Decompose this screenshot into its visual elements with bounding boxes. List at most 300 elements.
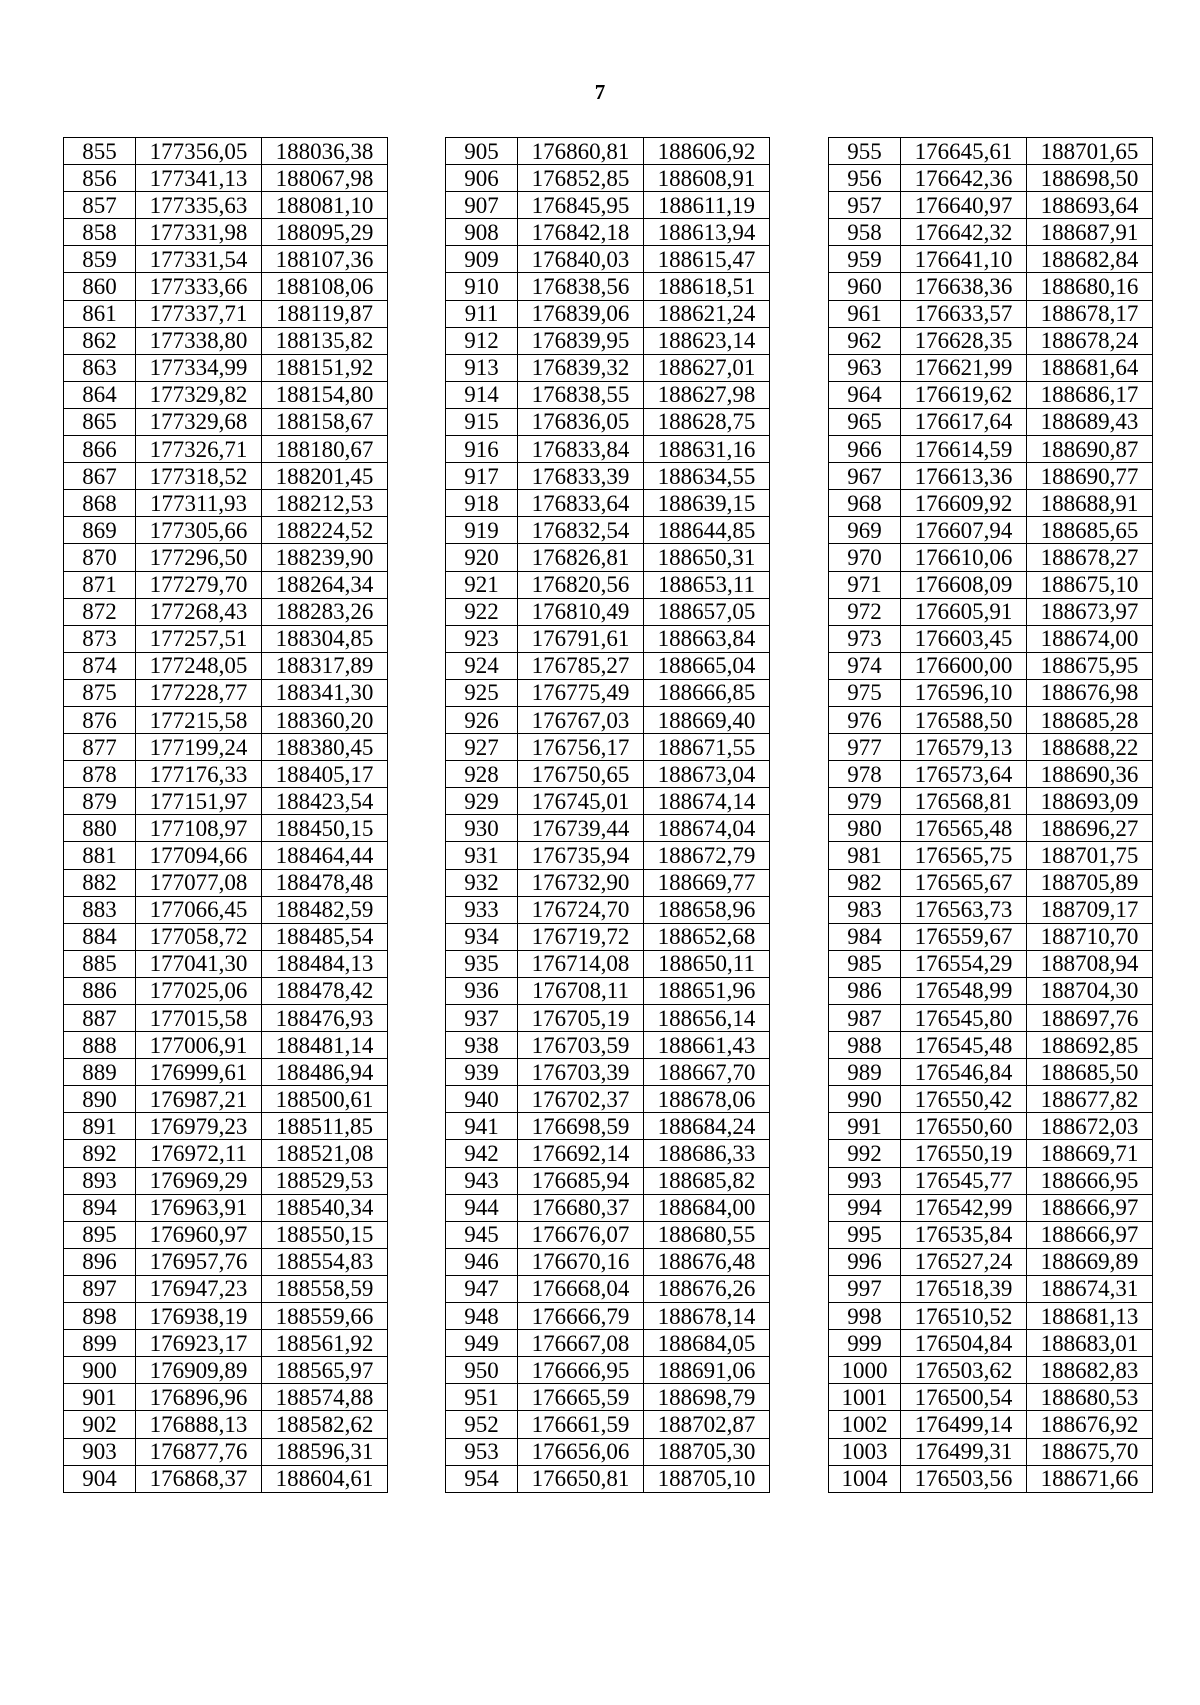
table-row [446,1140,770,1167]
table-row [829,408,1153,435]
x-coordinate-cell: 176838,56 [518,273,644,300]
y-coordinate-cell: 188673,04 [644,761,770,788]
point-number-cell: 1004 [829,1465,901,1492]
x-coordinate-cell: 176745,01 [518,788,644,815]
point-number-cell: 889 [64,1059,136,1086]
point-number-cell: 943 [446,1167,518,1194]
x-coordinate-cell: 177066,45 [136,896,262,923]
y-coordinate-cell: 188511,85 [262,1113,388,1140]
y-coordinate-cell: 188682,84 [1027,246,1153,273]
x-coordinate-cell: 177311,93 [136,490,262,517]
point-number-cell: 926 [446,706,518,733]
point-number-cell: 978 [829,761,901,788]
point-number-cell: 939 [446,1059,518,1086]
x-coordinate-cell: 176826,81 [518,544,644,571]
y-coordinate-cell: 188675,70 [1027,1438,1153,1465]
y-coordinate-cell: 188688,22 [1027,734,1153,761]
table-row [829,1465,1153,1492]
x-coordinate-cell: 176545,80 [901,1005,1027,1032]
table-row [64,300,388,327]
point-number-cell: 999 [829,1330,901,1357]
x-coordinate-cell: 176842,18 [518,219,644,246]
y-coordinate-cell: 188687,91 [1027,219,1153,246]
table-row [829,815,1153,842]
y-coordinate-cell: 188678,17 [1027,300,1153,327]
y-coordinate-cell: 188478,48 [262,869,388,896]
y-coordinate-cell: 188341,30 [262,679,388,706]
y-coordinate-cell: 188691,06 [644,1357,770,1384]
table-row [64,1275,388,1302]
x-coordinate-cell: 176838,55 [518,381,644,408]
table-row [829,138,1153,165]
y-coordinate-cell: 188669,40 [644,706,770,733]
x-coordinate-cell: 176750,65 [518,761,644,788]
y-coordinate-cell: 188686,17 [1027,381,1153,408]
x-coordinate-cell: 176665,59 [518,1384,644,1411]
y-coordinate-cell: 188698,79 [644,1384,770,1411]
y-coordinate-cell: 188676,48 [644,1248,770,1275]
point-number-cell: 919 [446,517,518,544]
point-number-cell: 957 [829,192,901,219]
x-coordinate-cell: 177077,08 [136,869,262,896]
table-row [446,1357,770,1384]
x-coordinate-cell: 176499,31 [901,1438,1027,1465]
x-coordinate-cell: 176947,23 [136,1275,262,1302]
x-coordinate-cell: 176499,14 [901,1411,1027,1438]
x-coordinate-cell: 176705,19 [518,1005,644,1032]
x-coordinate-cell: 177326,71 [136,436,262,463]
y-coordinate-cell: 188681,64 [1027,354,1153,381]
point-number-cell: 858 [64,219,136,246]
point-number-cell: 860 [64,273,136,300]
x-coordinate-cell: 176923,17 [136,1330,262,1357]
table-row [64,923,388,950]
table-row [64,354,388,381]
y-coordinate-cell: 188550,15 [262,1221,388,1248]
point-number-cell: 897 [64,1275,136,1302]
table-row [829,761,1153,788]
table-row [446,1465,770,1492]
table-row [446,246,770,273]
y-coordinate-cell: 188565,97 [262,1357,388,1384]
point-number-cell: 870 [64,544,136,571]
point-number-cell: 874 [64,652,136,679]
x-coordinate-cell: 176957,76 [136,1248,262,1275]
y-coordinate-cell: 188596,31 [262,1438,388,1465]
table-row [64,273,388,300]
point-number-cell: 956 [829,165,901,192]
point-number-cell: 959 [829,246,901,273]
y-coordinate-cell: 188701,65 [1027,138,1153,165]
point-number-cell: 895 [64,1221,136,1248]
point-number-cell: 949 [446,1330,518,1357]
y-coordinate-cell: 188561,92 [262,1330,388,1357]
point-number-cell: 905 [446,138,518,165]
x-coordinate-cell: 176732,90 [518,869,644,896]
table-row [446,544,770,571]
y-coordinate-cell: 188107,36 [262,246,388,273]
x-coordinate-cell: 176702,37 [518,1086,644,1113]
x-coordinate-cell: 176661,59 [518,1411,644,1438]
point-number-cell: 947 [446,1275,518,1302]
y-coordinate-cell: 188618,51 [644,273,770,300]
y-coordinate-cell: 188673,97 [1027,598,1153,625]
y-coordinate-cell: 188680,55 [644,1221,770,1248]
y-coordinate-cell: 188666,95 [1027,1167,1153,1194]
table-row [446,300,770,327]
point-number-cell: 954 [446,1465,518,1492]
x-coordinate-cell: 176832,54 [518,517,644,544]
x-coordinate-cell: 176546,84 [901,1059,1027,1086]
x-coordinate-cell: 176565,67 [901,869,1027,896]
point-number-cell: 931 [446,842,518,869]
table-row [446,165,770,192]
y-coordinate-cell: 188656,14 [644,1005,770,1032]
table-row [446,761,770,788]
point-number-cell: 909 [446,246,518,273]
x-coordinate-cell: 177248,05 [136,652,262,679]
x-coordinate-cell: 176535,84 [901,1221,1027,1248]
y-coordinate-cell: 188119,87 [262,300,388,327]
table-row [829,1113,1153,1140]
point-number-cell: 965 [829,408,901,435]
y-coordinate-cell: 188650,31 [644,544,770,571]
x-coordinate-cell: 176767,03 [518,706,644,733]
y-coordinate-cell: 188650,11 [644,950,770,977]
table-row [446,679,770,706]
point-number-cell: 951 [446,1384,518,1411]
point-number-cell: 892 [64,1140,136,1167]
table-row [446,1411,770,1438]
x-coordinate-cell: 176656,06 [518,1438,644,1465]
y-coordinate-cell: 188304,85 [262,625,388,652]
point-number-cell: 924 [446,652,518,679]
y-coordinate-cell: 188554,83 [262,1248,388,1275]
table-row [829,1330,1153,1357]
table-row [446,138,770,165]
x-coordinate-cell: 176852,85 [518,165,644,192]
point-number-cell: 908 [446,219,518,246]
x-coordinate-cell: 176638,36 [901,273,1027,300]
x-coordinate-cell: 176987,21 [136,1086,262,1113]
point-number-cell: 916 [446,436,518,463]
table-row [64,734,388,761]
y-coordinate-cell: 188661,43 [644,1032,770,1059]
point-number-cell: 915 [446,408,518,435]
table-row [64,1465,388,1492]
y-coordinate-cell: 188675,95 [1027,652,1153,679]
x-coordinate-cell: 177108,97 [136,815,262,842]
y-coordinate-cell: 188482,59 [262,896,388,923]
table-row [446,273,770,300]
table-row [446,815,770,842]
x-coordinate-cell: 176668,04 [518,1275,644,1302]
point-number-cell: 991 [829,1113,901,1140]
table-row [64,652,388,679]
y-coordinate-cell: 188678,24 [1027,327,1153,354]
x-coordinate-cell: 176785,27 [518,652,644,679]
y-coordinate-cell: 188685,65 [1027,517,1153,544]
table-row [829,1303,1153,1330]
table-row [829,192,1153,219]
table-row [64,1113,388,1140]
x-coordinate-cell: 176608,09 [901,571,1027,598]
x-coordinate-cell: 176667,08 [518,1330,644,1357]
x-coordinate-cell: 176605,91 [901,598,1027,625]
x-coordinate-cell: 176833,84 [518,436,644,463]
x-coordinate-cell: 176617,64 [901,408,1027,435]
point-number-cell: 869 [64,517,136,544]
point-number-cell: 857 [64,192,136,219]
x-coordinate-cell: 176628,35 [901,327,1027,354]
table-row [446,1248,770,1275]
point-number-cell: 992 [829,1140,901,1167]
table-row [446,192,770,219]
y-coordinate-cell: 188651,96 [644,977,770,1004]
table-row [829,1438,1153,1465]
point-number-cell: 983 [829,896,901,923]
table-row [829,706,1153,733]
table-row [446,219,770,246]
point-number-cell: 995 [829,1221,901,1248]
table-row [446,869,770,896]
x-coordinate-cell: 176504,84 [901,1330,1027,1357]
x-coordinate-cell: 177338,80 [136,327,262,354]
point-number-cell: 890 [64,1086,136,1113]
y-coordinate-cell: 188627,01 [644,354,770,381]
table-row [829,1059,1153,1086]
point-number-cell: 862 [64,327,136,354]
point-number-cell: 896 [64,1248,136,1275]
y-coordinate-cell: 188212,53 [262,490,388,517]
table-row [446,1005,770,1032]
point-number-cell: 884 [64,923,136,950]
table-row [829,436,1153,463]
y-coordinate-cell: 188693,64 [1027,192,1153,219]
x-coordinate-cell: 176775,49 [518,679,644,706]
table-row [446,977,770,1004]
point-number-cell: 882 [64,869,136,896]
table-row [446,1086,770,1113]
y-coordinate-cell: 188676,98 [1027,679,1153,706]
point-number-cell: 966 [829,436,901,463]
table-row [829,381,1153,408]
x-coordinate-cell: 176969,29 [136,1167,262,1194]
y-coordinate-cell: 188684,00 [644,1194,770,1221]
y-coordinate-cell: 188665,04 [644,652,770,679]
x-coordinate-cell: 176698,59 [518,1113,644,1140]
point-number-cell: 935 [446,950,518,977]
x-coordinate-cell: 176972,11 [136,1140,262,1167]
y-coordinate-cell: 188678,14 [644,1303,770,1330]
y-coordinate-cell: 188682,83 [1027,1357,1153,1384]
point-number-cell: 902 [64,1411,136,1438]
x-coordinate-cell: 177334,99 [136,354,262,381]
table-row [446,706,770,733]
x-coordinate-cell: 176999,61 [136,1059,262,1086]
y-coordinate-cell: 188476,93 [262,1005,388,1032]
point-number-cell: 898 [64,1303,136,1330]
point-number-cell: 990 [829,1086,901,1113]
y-coordinate-cell: 188701,75 [1027,842,1153,869]
y-coordinate-cell: 188675,10 [1027,571,1153,598]
y-coordinate-cell: 188201,45 [262,463,388,490]
table-row [829,354,1153,381]
x-coordinate-cell: 176563,73 [901,896,1027,923]
point-number-cell: 958 [829,219,901,246]
x-coordinate-cell: 176579,13 [901,734,1027,761]
table-row [446,652,770,679]
coordinates-table-3 [828,137,1153,1493]
y-coordinate-cell: 188634,55 [644,463,770,490]
point-number-cell: 923 [446,625,518,652]
point-number-cell: 901 [64,1384,136,1411]
table-row [829,896,1153,923]
point-number-cell: 868 [64,490,136,517]
point-number-cell: 994 [829,1194,901,1221]
point-number-cell: 964 [829,381,901,408]
point-number-cell: 855 [64,138,136,165]
y-coordinate-cell: 188690,77 [1027,463,1153,490]
point-number-cell: 883 [64,896,136,923]
table-row [64,1086,388,1113]
table-row [64,1005,388,1032]
table-row [829,327,1153,354]
y-coordinate-cell: 188478,42 [262,977,388,1004]
point-number-cell: 913 [446,354,518,381]
y-coordinate-cell: 188709,17 [1027,896,1153,923]
y-coordinate-cell: 188680,53 [1027,1384,1153,1411]
point-number-cell: 1001 [829,1384,901,1411]
point-number-cell: 976 [829,706,901,733]
x-coordinate-cell: 177268,43 [136,598,262,625]
table-row [446,1384,770,1411]
table-row [64,490,388,517]
table-row [829,1357,1153,1384]
table-row [829,950,1153,977]
x-coordinate-cell: 177341,13 [136,165,262,192]
x-coordinate-cell: 176877,76 [136,1438,262,1465]
table-row [446,625,770,652]
y-coordinate-cell: 188666,97 [1027,1194,1153,1221]
y-coordinate-cell: 188666,97 [1027,1221,1153,1248]
point-number-cell: 891 [64,1113,136,1140]
table-row [829,246,1153,273]
x-coordinate-cell: 176550,19 [901,1140,1027,1167]
point-number-cell: 986 [829,977,901,1004]
point-number-cell: 984 [829,923,901,950]
y-coordinate-cell: 188666,85 [644,679,770,706]
point-number-cell: 962 [829,327,901,354]
point-number-cell: 979 [829,788,901,815]
x-coordinate-cell: 176708,11 [518,977,644,1004]
y-coordinate-cell: 188500,61 [262,1086,388,1113]
x-coordinate-cell: 176510,52 [901,1303,1027,1330]
x-coordinate-cell: 176909,89 [136,1357,262,1384]
table-row [64,1438,388,1465]
table-row [829,544,1153,571]
y-coordinate-cell: 188678,27 [1027,544,1153,571]
coordinates-table-2 [445,137,770,1493]
point-number-cell: 877 [64,734,136,761]
x-coordinate-cell: 177305,66 [136,517,262,544]
table-row [829,977,1153,1004]
table-row [64,165,388,192]
x-coordinate-cell: 176888,13 [136,1411,262,1438]
x-coordinate-cell: 176692,14 [518,1140,644,1167]
point-number-cell: 936 [446,977,518,1004]
point-number-cell: 866 [64,436,136,463]
y-coordinate-cell: 188464,44 [262,842,388,869]
x-coordinate-cell: 176614,59 [901,436,1027,463]
point-number-cell: 871 [64,571,136,598]
point-number-cell: 933 [446,896,518,923]
table-row [829,1411,1153,1438]
y-coordinate-cell: 188623,14 [644,327,770,354]
table-row [829,300,1153,327]
x-coordinate-cell: 176603,45 [901,625,1027,652]
x-coordinate-cell: 177025,06 [136,977,262,1004]
point-number-cell: 973 [829,625,901,652]
y-coordinate-cell: 188676,92 [1027,1411,1153,1438]
x-coordinate-cell: 176666,95 [518,1357,644,1384]
table-row [64,788,388,815]
y-coordinate-cell: 188036,38 [262,138,388,165]
y-coordinate-cell: 188705,30 [644,1438,770,1465]
table-row [446,1194,770,1221]
point-number-cell: 953 [446,1438,518,1465]
point-number-cell: 900 [64,1357,136,1384]
point-number-cell: 928 [446,761,518,788]
table-row [829,625,1153,652]
y-coordinate-cell: 188283,26 [262,598,388,625]
y-coordinate-cell: 188606,92 [644,138,770,165]
point-number-cell: 944 [446,1194,518,1221]
point-number-cell: 993 [829,1167,901,1194]
point-number-cell: 878 [64,761,136,788]
y-coordinate-cell: 188681,13 [1027,1303,1153,1330]
x-coordinate-cell: 176542,99 [901,1194,1027,1221]
y-coordinate-cell: 188485,54 [262,923,388,950]
point-number-cell: 969 [829,517,901,544]
y-coordinate-cell: 188067,98 [262,165,388,192]
y-coordinate-cell: 188678,06 [644,1086,770,1113]
y-coordinate-cell: 188685,82 [644,1167,770,1194]
x-coordinate-cell: 176609,92 [901,490,1027,517]
x-coordinate-cell: 176670,16 [518,1248,644,1275]
x-coordinate-cell: 176500,54 [901,1384,1027,1411]
x-coordinate-cell: 176559,67 [901,923,1027,950]
y-coordinate-cell: 188688,91 [1027,490,1153,517]
point-number-cell: 880 [64,815,136,842]
y-coordinate-cell: 188671,55 [644,734,770,761]
x-coordinate-cell: 176527,24 [901,1248,1027,1275]
y-coordinate-cell: 188693,09 [1027,788,1153,815]
x-coordinate-cell: 177331,98 [136,219,262,246]
point-number-cell: 975 [829,679,901,706]
point-number-cell: 1000 [829,1357,901,1384]
point-number-cell: 941 [446,1113,518,1140]
table-row [446,408,770,435]
x-coordinate-cell: 176607,94 [901,517,1027,544]
y-coordinate-cell: 188360,20 [262,706,388,733]
table-row [64,408,388,435]
point-number-cell: 879 [64,788,136,815]
point-number-cell: 970 [829,544,901,571]
x-coordinate-cell: 176641,10 [901,246,1027,273]
point-number-cell: 1003 [829,1438,901,1465]
y-coordinate-cell: 188450,15 [262,815,388,842]
